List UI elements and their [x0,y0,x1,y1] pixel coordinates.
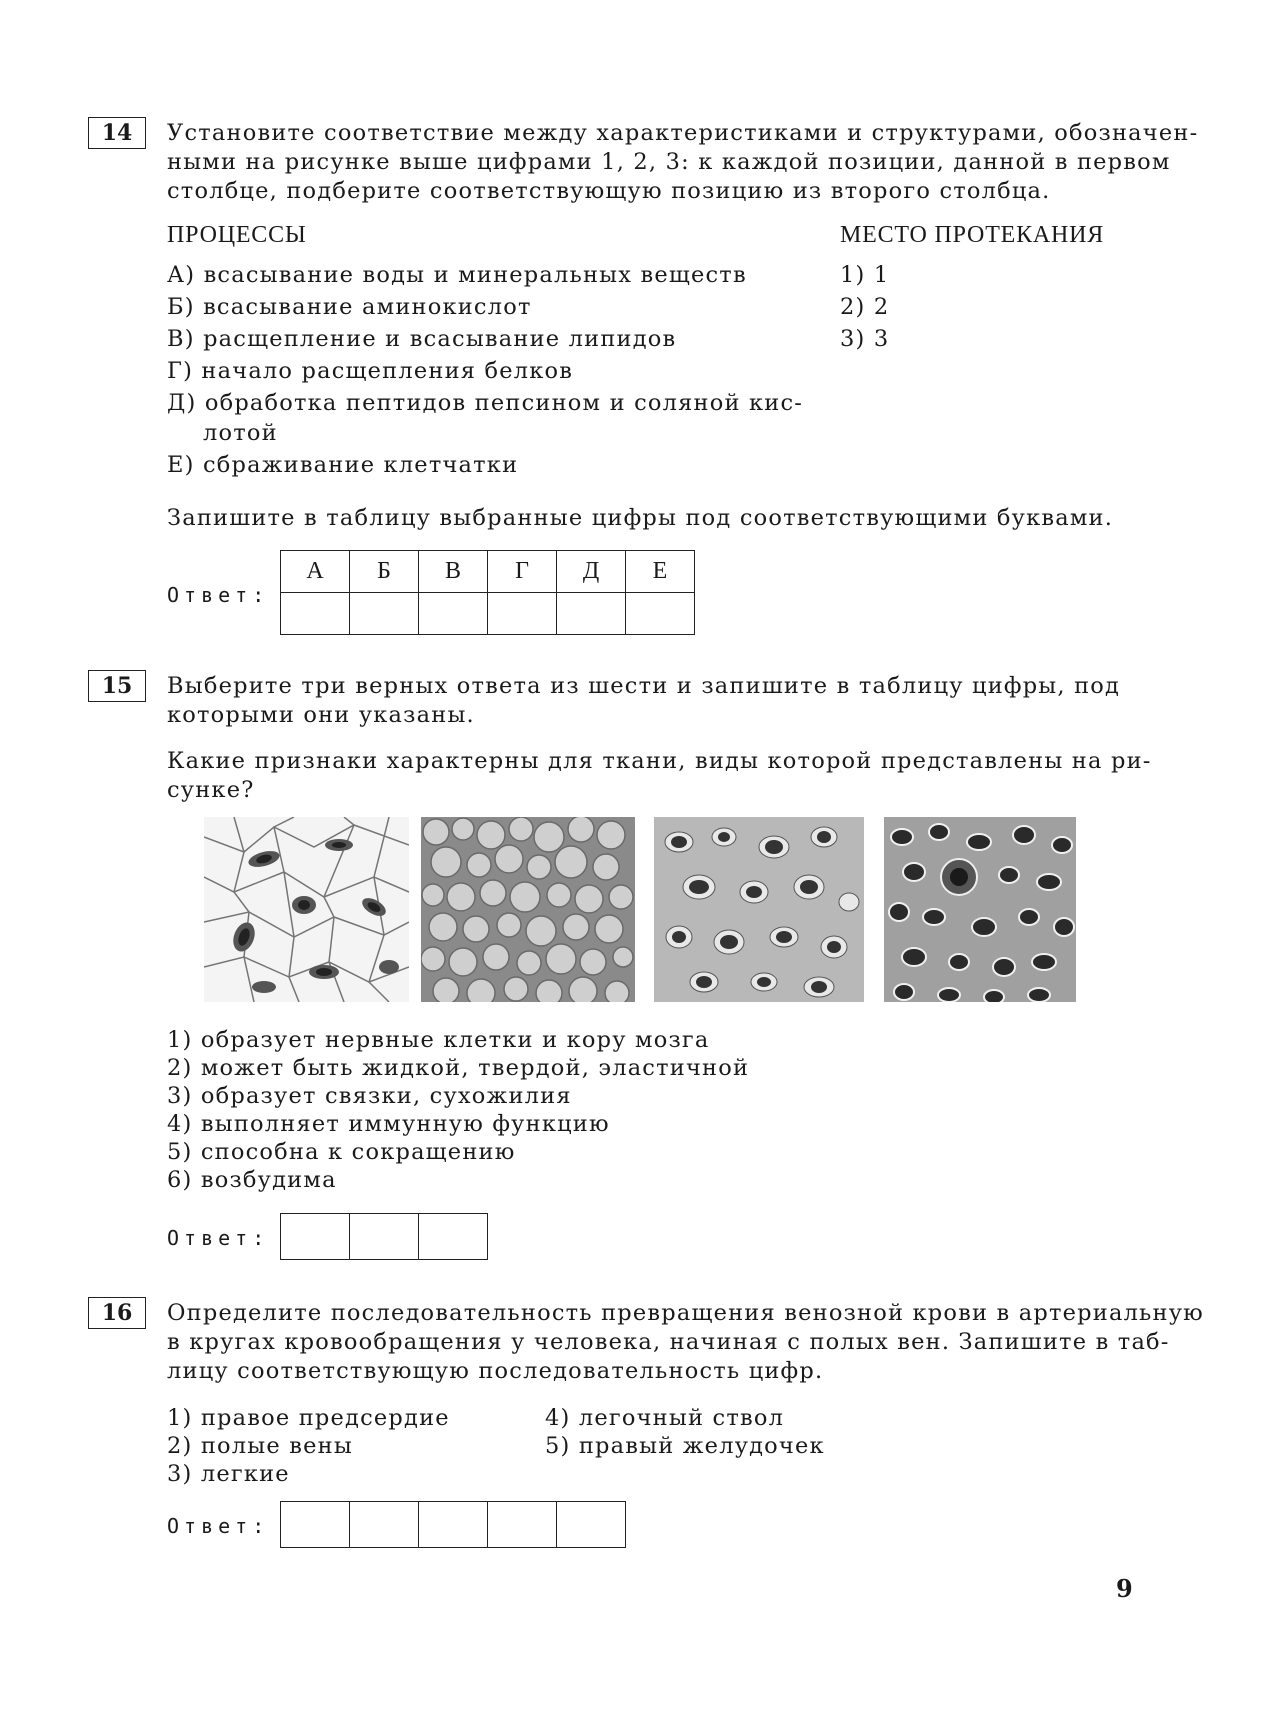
question-number-14: 14 [88,117,146,149]
q15-option-2: 2) может быть жидкой, твердой, эластичной [167,1055,750,1081]
q15-option-6: 6) возбудима [167,1167,337,1193]
q15-option-1: 1) образует нервные клетки и кору мозга [167,1027,710,1053]
q14-answer-cell-g[interactable] [488,593,557,635]
q15-answer-table [280,1213,488,1260]
q16-prompt-line-1: Определите последовательность превращения венозной крови в артериальную [167,1300,1204,1326]
q16-option-2: 2) полые вены [167,1433,353,1459]
q15-option-5: 5) способна к сокращению [167,1139,516,1165]
q15-answer-cell-2[interactable] [350,1214,419,1260]
q14-process-e: Е) сбраживание клетчатки [167,452,519,478]
q16-answer-cell-3[interactable] [419,1502,488,1548]
question-number-16: 16 [88,1297,146,1329]
q14-process-v: В) расщепление и всасывание липидов [167,326,677,352]
q14-answer-cell-d[interactable] [557,593,626,635]
q14-col-header-a: А [281,551,350,593]
q14-answer-cell-e[interactable] [626,593,695,635]
q16-answer-label: Ответ: [167,1514,270,1538]
tissue-image-adipose [421,817,635,1002]
q14-answer-label: Ответ: [167,583,270,607]
q14-answer-cell-v[interactable] [419,593,488,635]
q16-prompt-line-2: в кругах кровообращения у человека, начиная с полых вен. Запишите в таб- [167,1329,1170,1355]
q15-option-4: 4) выполняет иммунную функцию [167,1111,610,1137]
q14-answer-cell-b[interactable] [350,593,419,635]
page-number: 9 [1116,1574,1133,1603]
q15-answer-cell-1[interactable] [281,1214,350,1260]
q16-option-3: 3) легкие [167,1461,290,1487]
q16-prompt-line-3: лицу соответствующую последовательность цифр. [167,1358,824,1384]
q16-option-4: 4) легочный ствол [545,1405,785,1431]
q15-option-3: 3) образует связки, сухожилия [167,1083,572,1109]
q14-col-header-d: Д [557,551,626,593]
q15-answer-cell-3[interactable] [419,1214,488,1260]
q15-prompt-line-1: Выберите три верных ответа из шести и запишите в таблицу цифры, под [167,673,1121,699]
tissue-image-blood [884,817,1076,1002]
q14-process-a: А) всасывание воды и минеральных веществ [167,262,747,288]
q14-places-header: МЕСТО ПРОТЕКАНИЯ [840,222,1105,248]
q14-prompt-line-2: ными на рисунке выше цифрами 1, 2, 3: к каждой позиции, данной в первом [167,149,1171,175]
q16-answer-cell-1[interactable] [281,1502,350,1548]
q16-answer-cell-2[interactable] [350,1502,419,1548]
q15-question-line-1: Какие признаки характерны для ткани, виды которой представлены на ри- [167,748,1152,774]
q14-col-header-e: Е [626,551,695,593]
q14-place-3: 3) 3 [840,326,890,352]
q16-option-1: 1) правое предсердие [167,1405,450,1431]
q14-col-header-g: Г [488,551,557,593]
q14-place-1: 1) 1 [840,262,890,288]
q14-col-header-b: Б [350,551,419,593]
q16-answer-cell-4[interactable] [488,1502,557,1548]
q14-processes-header: ПРОЦЕССЫ [167,222,307,248]
q14-process-g: Г) начало расщепления белков [167,358,574,384]
q14-instruction: Запишите в таблицу выбранные цифры под соответствующими буквами. [167,505,1114,531]
q14-process-d-cont: лотой [203,420,278,446]
q15-answer-label: Ответ: [167,1226,270,1250]
q15-prompt-line-2: которыми они указаны. [167,702,475,728]
q16-option-5: 5) правый желудочек [545,1433,825,1459]
q14-answer-cell-a[interactable] [281,593,350,635]
q16-answer-cell-5[interactable] [557,1502,626,1548]
tissue-image-cartilage [654,817,864,1002]
q14-prompt-line-3: столбце, подберите соответствующую позицию из второго столбца. [167,178,1051,204]
q14-process-b: Б) всасывание аминокислот [167,294,532,320]
q14-place-2: 2) 2 [840,294,890,320]
q14-col-header-v: В [419,551,488,593]
tissue-image-bone [204,817,409,1002]
q14-process-d: Д) обработка пептидов пепсином и соляной кис- [167,390,804,416]
question-number-15: 15 [88,670,146,702]
q14-answer-table [280,550,695,635]
q16-answer-table [280,1501,626,1548]
q14-prompt-line-1: Установите соответствие между характеристиками и структурами, обозначен- [167,120,1199,146]
q15-question-line-2: сунке? [167,777,255,803]
